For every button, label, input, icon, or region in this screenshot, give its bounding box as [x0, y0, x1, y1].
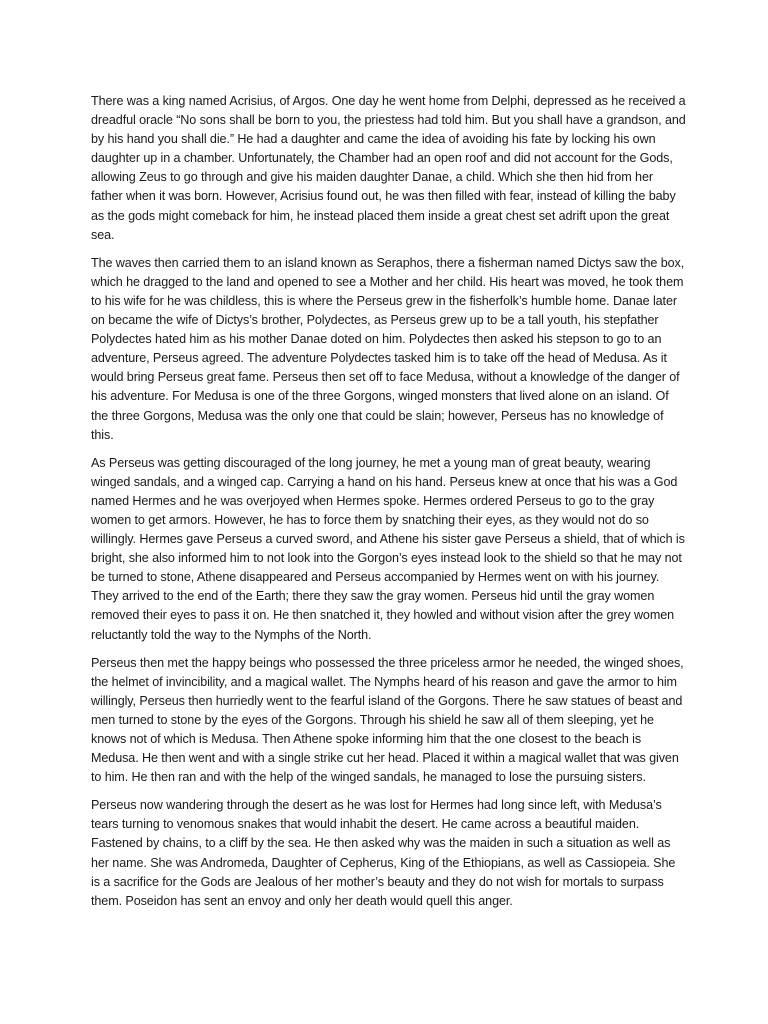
paragraph: Perseus now wandering through the desert as he was lost for Hermes had long since left, with Medusa’s tears turning to venomous snakes that would inhabit the desert. He came across a beautiful maiden. Fastened by chains, to a cliff by the sea. He then asked why was the maiden in such a situation as well as her name. She was Andromeda, Daughter of Cepherus, King of the Ethiopians, as well as Cassiopeia. She is a sacrifice for the Gods are Jealous of her mother’s beauty and they do not wish for mortals to surpass them. Poseidon has sent an envoy and only her death would quell this anger.: [91, 798, 676, 908]
paragraph: The waves then carried them to an island known as Seraphos, there a fisherman named Dictys saw the box, which he dragged to the land and opened to see a Mother and her child. His heart was moved, he took them to his wife for he was childless, this is where the Perseus grew in the fisherfolk’s humble home. Danae later on became the wife of Dictys’s brother, Polydectes, as Perseus grew up to be a tall youth, his stepfather Polydectes hated him as his mother Danae doted on him. Polydectes then asked his stepson to go to an adventure, Perseus agreed. The adventure Polydectes tasked him is to take off the head of Medusa. As it would bring Perseus great fame. Perseus then set off to face Medusa, without a knowledge of the danger of his adventure. For Medusa is one of the three Gorgons, winged monsters that lived alone on an island. Of the three Gorgons, Medusa was the only one that could be slain; however, Perseus has no knowledge of this.: [91, 255, 685, 442]
paragraph: There was a king named Acrisius, of Argos. One day he went home from Delphi, depressed as he received a dreadful oracle “No sons shall be born to you, the priestess had told him. But you shall have a grandson, and by his hand you shall die.” He had a daughter and came the idea of avoiding his fate by locking his own daughter up in a chamber. Unfortunately, the Chamber had an open roof and did not account for the Gods, allowing Zeus to go through and give his maiden daughter Danae, a child. Which she then hid from her father when it was born. However, Acrisius found out, he was then filled with fear, instead of killing the baby as the gods might comeback for him, he instead placed them inside a great chest set adrift upon the great sea.: [91, 94, 686, 242]
paragraph: Perseus then met the happy beings who possessed the three priceless armor he needed, the winged shoes, the helmet of invincibility, and a magical wallet. The Nymphs heard of his reason and gave the armor to him willingly, Perseus then hurriedly went to the fearful island of the Gorgons. There he saw statues of beast and men turned to stone by the eyes of the Gorgons. Through his shield he saw all of them sleeping, yet he knows not of which is Medusa. Then Athene spoke informing him that the one closest to the beach is Medusa. He then went and with a single strike cut her head. Placed it within a magical wallet that was given to him. He then ran and with the help of the winged sandals, he managed to lose the pursuing sisters.: [91, 655, 684, 785]
document-body: [91, 92, 687, 920]
paragraph: As Perseus was getting discouraged of the long journey, he met a young man of great beauty, wearing winged sandals, and a winged cap. Carrying a hand on his hand. Perseus knew at once that his was a God named Hermes and he was overjoyed when Hermes spoke. Hermes ordered Perseus to go to the gray women to get armors. However, he has to force them by snatching their eyes, as they would not do so willingly. Hermes gave Perseus a curved sword, and Athene his sister gave Perseus a shield, that of which is bright, she also informed him to not look into the Gorgon’s eyes instead look to the shield so that he may not be turned to stone, Athene disappeared and Perseus accompanied by Hermes went on with his journey. They arrived to the end of the Earth; there they saw the gray women. Perseus hid until the gray women removed their eyes to pass it on. He then snatched it, they howled and without vision after the grey women reluctantly told the way to the Nymphs of the North.: [91, 455, 685, 642]
